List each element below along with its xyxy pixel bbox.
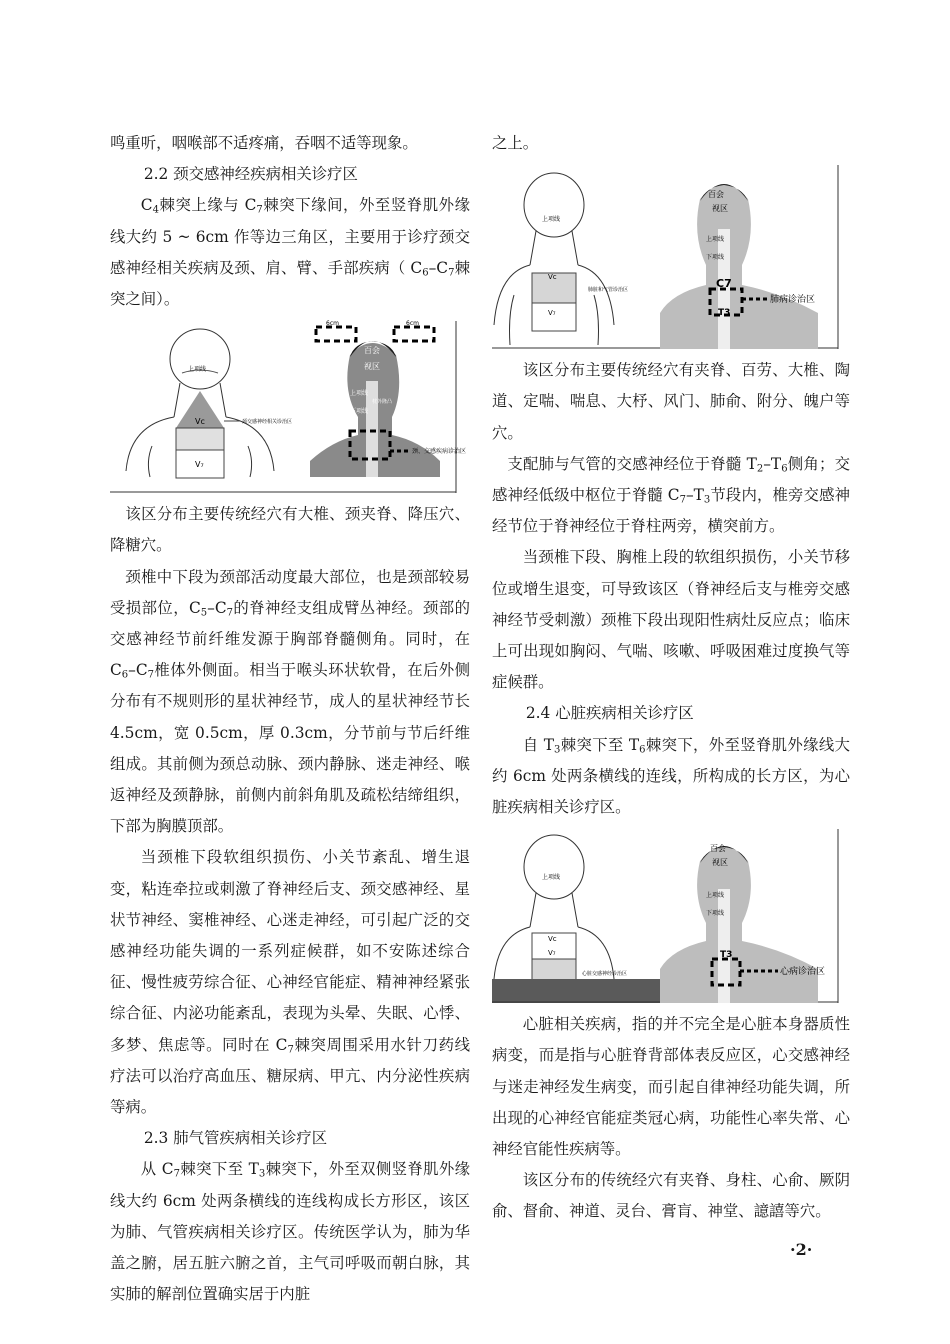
left-column <box>110 128 470 1311</box>
label-baihui: 百会 <box>708 190 724 200</box>
label-lung-zone: 肺病诊治区 <box>770 295 816 306</box>
label-vt: V₇ <box>195 460 204 470</box>
paragraph: 颈椎中下段为颈部活动度最大部位，也是颈部较易受损部位，$C_5-C_7$的脊神经支组成臂丛神经。颈部的交感神经节前纤维发源于胸部脊髓侧角。同时，在 $C_6-C_7$椎体外侧面。相当于喉头环状软骨，在后外侧分布有不规则形的星状神经节，成人的星状神经节长 4.5cm，宽 0.5cm，厚 0.3cm，分节前与节后纤维组成。其前侧为颈总动脉、颈内静脉、迷走神经、喉返神经及颈静脉，前侧内前斜角肌及疏松结缔组织，下部为胸膜顶部。 <box>110 567 470 836</box>
page-number: ·2· <box>790 1240 813 1259</box>
paragraph: 该区分布主要传统经穴有大椎、颈夹脊、降压穴、降糖穴。 <box>110 505 470 555</box>
paragraph: 当颈椎下段软组织损伤、小关节紊乱、增生退变，粘连牵拉或刺激了脊神经后支、颈交感神经、星状节神经、窦椎神经、心迷走神经，可引起广泛的交感神经功能失调的一系列症候群，如不安陈述综合征、慢性疲劳综合征、心神经官能症、精神神经紧张综合征、内泌功能紊乱，表现为头晕、失眠、心悸、多梦、焦虑等。同时在 $C_7$棘突周围采用水针刀药线疗法可以治疗高血压、糖尿病、甲亢、内分泌性疾病等病。 <box>110 848 470 1117</box>
label-c7: C7 <box>716 277 732 291</box>
paragraph: $C_4$棘突上缘与 $C_7$棘突下缘间，外至竖脊肌外缘线大约 5 ~ 6cm 作等边三角区，主要用于诊疗颈交感神经相关疾病及颈、肩、臂、手部疾病（ $C_6-C_7$棘突之间）。 <box>110 196 470 309</box>
label-neck-zone: 颈、交感疾病诊治区 <box>412 448 467 456</box>
label-upper-nuchal: 上项线 <box>542 874 561 882</box>
label-upper-nuchal: 上项线 <box>542 216 561 224</box>
rect-zone <box>176 428 224 450</box>
figure-lung-zone <box>492 165 850 349</box>
label-baihui: 百会 <box>364 346 380 356</box>
person-photo <box>660 185 818 349</box>
label-t3: T3 <box>720 950 733 961</box>
label-vt: V₇ <box>548 309 556 318</box>
label-vc: Vc <box>195 417 205 427</box>
figure-caption-small: 颈交感神经相关诊治区 <box>242 419 293 426</box>
paragraph: 从 $C_7$棘突下至 $T_3$棘突下，外至双侧竖脊肌外缘线大约 6cm 处两条横线的连线构成长方形区，该区为肺、气管疾病相关诊疗区。传统医学认为，肺为华盖之腑，居五脏六腑之首，主气司呼吸而朝白脉，其实肺的解剖位置确实居于内脏 <box>110 1160 470 1304</box>
figure-neck-sympathetic-zone <box>110 321 470 493</box>
label-lower-line: 下项线 <box>350 408 369 416</box>
paragraph: 当颈椎下段、胸椎上段的软组织损伤，小关节移位或增生退变，可导致该区（脊神经后支与椎旁交感神经节受刺激）颈椎下段出现阳性病灶反应点；临床上可出现如胸闷、气喘、咳嗽、呼吸困难过度换气等症候群。 <box>492 548 850 692</box>
figure-drawing <box>492 165 842 349</box>
figure-drawing <box>110 320 467 493</box>
rect-zone <box>532 959 576 981</box>
paragraph: 自 $T_3$棘突下至 $T_6$棘突下，外至竖脊肌外缘线大约 6cm 处两条横线的连线，所构成的长方区，为心脏疾病相关诊疗区。 <box>492 735 850 817</box>
label-visual-area: 视区 <box>712 858 728 868</box>
paragraph: 心脏相关疾病，指的并不完全是心脏本身器质性病变，而是指与心脏脊背部体表反应区，心交感神经与迷走神经发生病变，而引起自律神经功能失调，所出现的心神经官能症类冠心病，功能性心率失常、心神经官能性疾病等。 <box>492 1015 850 1159</box>
label-lower-line: 下项线 <box>706 910 725 918</box>
label-baihui: 百会 <box>710 844 726 854</box>
paragraph: 鸣重听，咽喉部不适疼痛，吞咽不适等现象。 <box>110 134 418 152</box>
figure-drawing <box>492 829 842 1003</box>
paragraph: 该区分布主要传统经穴有夹脊、百劳、大椎、陶道、定喘、喘息、大杼、风门、肺俞、附分、魄户等穴。 <box>492 361 850 442</box>
figure-caption-small: 肺脏和气管诊治区 <box>588 287 629 294</box>
paragraph: 支配肺与气管的交感神经位于脊髓 $T_2-T_6$侧角；交感神经低级中枢位于脊髓 $C_7-T_3$节段内，椎旁交感神经节位于脊神经位于脊柱两旁，横突前方。 <box>492 454 850 536</box>
dimension-label: 6cm <box>326 320 339 328</box>
paragraph: 该区分布的传统经穴有夹脊、身柱、心俞、厥阴俞、督俞、神道、灵台、膏肓、神堂、譩譆等穴。 <box>492 1171 850 1221</box>
figure-caption-small: 心脏交感神经诊治区 <box>582 971 628 978</box>
right-column <box>492 128 850 1228</box>
person-photo <box>660 847 818 1003</box>
label-t3: T3 <box>718 308 731 319</box>
label-upper-line: 上项线 <box>706 236 725 244</box>
label-visual-area: 视区 <box>712 204 728 214</box>
section-heading-2-2: 2.2 颈交感神经疾病相关诊疗区 <box>143 165 358 184</box>
label-upper-line: 上项线 <box>350 390 369 398</box>
label-upper-line: 上项线 <box>706 892 725 900</box>
label-visual-area: 视区 <box>364 362 380 372</box>
label-lower-line: 下项线 <box>706 254 725 262</box>
label-occipital: 枕外隆凸 <box>372 399 393 406</box>
label-vc: Vc <box>548 935 557 944</box>
section-heading-2-4: 2.4 心脏疾病相关诊疗区 <box>525 704 694 723</box>
section-heading-2-3: 2.3 肺气管疾病相关诊疗区 <box>143 1129 328 1148</box>
dimension-label: 6cm <box>406 320 419 328</box>
figure-heart-zone <box>492 829 850 1003</box>
label-vt: V₇ <box>548 949 556 958</box>
paragraph: 之上。 <box>492 134 539 152</box>
label-heart-zone: 心病诊治区 <box>780 967 826 978</box>
label-upper-nuchal: 上项线 <box>188 366 207 374</box>
label-vc: Vc <box>548 273 557 282</box>
